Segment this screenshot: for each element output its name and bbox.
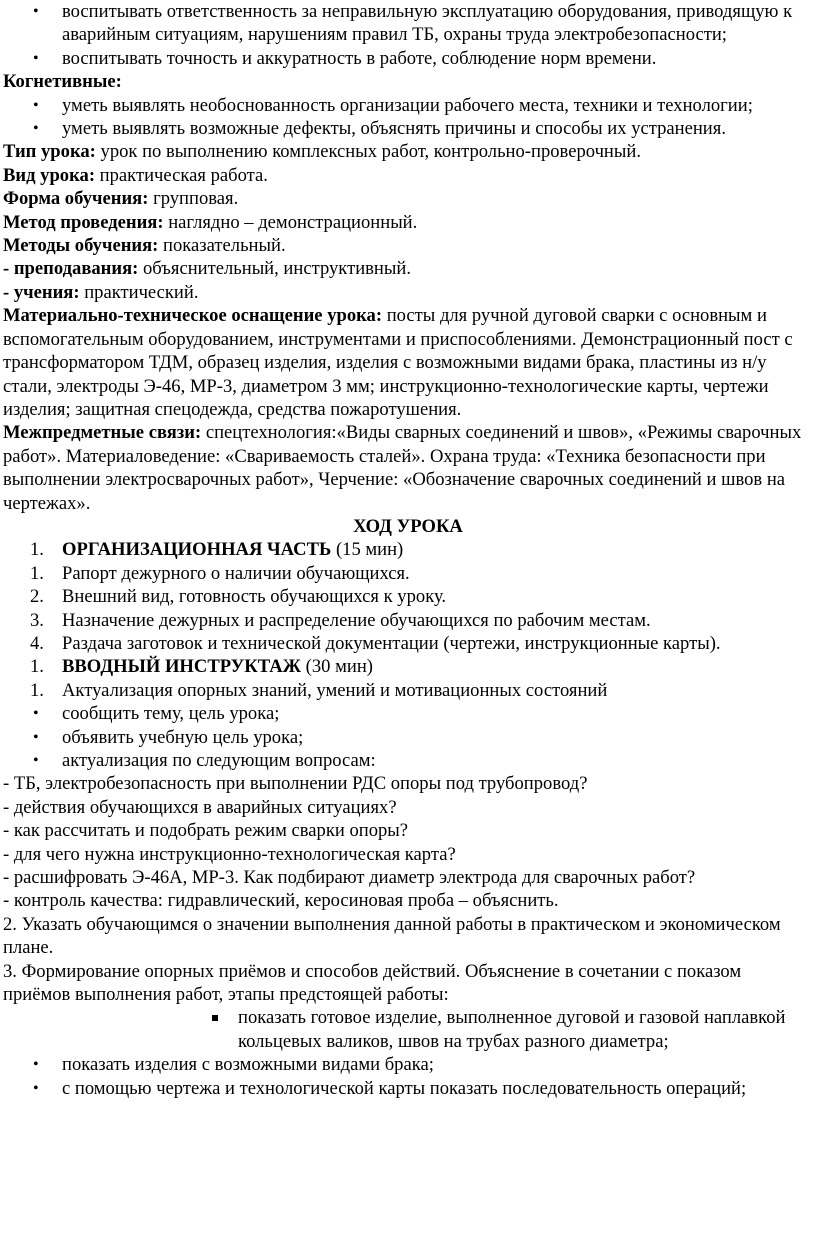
section-heading xyxy=(0,655,816,678)
item-text: Внешний вид, готовность обучающихся к уроку. xyxy=(62,586,447,608)
field-value: объяснительный, инструктивный. xyxy=(138,258,411,280)
item-text: Раздача заготовок и технической документации (чертежи, инструкционные карты). xyxy=(62,632,721,654)
field-value: групповая. xyxy=(148,188,239,210)
field-learning xyxy=(0,281,816,304)
field-lesson-kind xyxy=(0,164,816,187)
field-value: наглядно – демонстрационный. xyxy=(163,211,418,233)
item-number: 3. xyxy=(30,609,44,631)
cognitive-heading: Когнетивные: xyxy=(3,71,122,93)
bullet-item: • воспитывать ответственность за неправильную эксплуатацию оборудования, приводящую к аварийным ситуациям, нарушениям правил ТБ, охраны труда электробезопасности; xyxy=(0,0,816,47)
section-heading xyxy=(0,538,816,561)
field-label: Межпредметные связи: xyxy=(3,422,202,444)
numbered-item xyxy=(0,609,816,632)
field-equipment xyxy=(0,304,816,421)
field-teaching xyxy=(0,257,816,280)
section-time: (15 мин) xyxy=(331,539,404,561)
section-number: 1. xyxy=(30,539,44,561)
section-number: 1. xyxy=(30,656,44,678)
bullet-item: • актуализация по следующим вопросам: xyxy=(0,749,816,772)
bullet-item: • объявить учебную цель урока; xyxy=(0,726,816,749)
square-bullet-item: показать готовое изделие, выполненное дуговой и газовой наплавкой кольцевых валиков, швов на трубах разного диаметра; xyxy=(0,1006,816,1053)
field-method xyxy=(0,211,816,234)
section-time: (30 мин) xyxy=(301,656,373,678)
numbered-item xyxy=(0,679,816,702)
field-label: Методы обучения: xyxy=(3,235,159,257)
item-number: 2. xyxy=(30,586,44,608)
field-label: Метод проведения: xyxy=(3,211,164,233)
field-value: спецтехнология:«Виды сварных соединений и швов», «Режимы сварочных работ». Материаловедение: «Свариваемость сталей». Охрана труда: «Техника безопасности при выполнении электросварочных работ», Черчение: «Обозначение сварочных соединений и швов на чертежах». xyxy=(3,422,802,514)
bullet-item: • с помощью чертежа и технологической карты показать последовательность операций; xyxy=(0,1077,816,1100)
item-text: Актуализация опорных знаний, умений и мотивационных состояний xyxy=(62,679,608,701)
field-teaching-methods xyxy=(0,234,816,257)
bullet-item: • воспитывать точность и аккуратность в работе, соблюдение норм времени. xyxy=(0,47,816,70)
lesson-heading: ХОД УРОКА xyxy=(353,515,463,537)
field-value: показательный. xyxy=(158,235,286,257)
section-title: ОРГАНИЗАЦИОННАЯ ЧАСТЬ xyxy=(62,539,332,561)
field-label: Тип урока: xyxy=(3,141,96,163)
question-item: - контроль качества: гидравлический, керосиновая проба – объяснить. xyxy=(3,890,559,912)
item-number: 1. xyxy=(30,679,44,701)
item-text: Рапорт дежурного о наличии обучающихся. xyxy=(62,562,410,584)
field-label: Форма обучения: xyxy=(3,188,149,210)
question-item: - действия обучающихся в аварийных ситуациях? xyxy=(3,796,397,818)
numbered-item xyxy=(0,632,816,655)
item-text: Назначение дежурных и распределение обучающихся по рабочим местам. xyxy=(62,609,651,631)
bullet-item: • уметь выявлять необоснованность организации рабочего места, техники и технологии; xyxy=(0,94,816,117)
bullet-item: • показать изделия с возможными видами брака; xyxy=(0,1053,816,1076)
field-value: урок по выполнению комплексных работ, контрольно-проверочный. xyxy=(95,141,641,163)
item-number: 4. xyxy=(30,632,44,654)
field-learning-form xyxy=(0,187,816,210)
field-value: посты для ручной дуговой сварки с основным и вспомогательным оборудованием, инструментами и приспособлениями. Демонстрационный пост с трансформатором ТДМ, образец изделия, изделия с возможными видами брака, пластины из н/у стали, электроды Э-46, МР-3, диаметром 3 мм; инструкционно-технологические карты, чертежи изделия; защитная спецодежда, средства пожаротушения. xyxy=(3,305,793,420)
question-item: - расшифровать Э-46А, МР-3. Как подбирают диаметр электрода для сварочных работ? xyxy=(3,867,696,889)
field-value: практический. xyxy=(79,281,199,303)
question-item: - как рассчитать и подобрать режим сварки опоры? xyxy=(3,820,409,842)
field-label: - преподавания: xyxy=(3,258,139,280)
field-interdisciplinary xyxy=(0,421,816,515)
paragraph: 2. Указать обучающимся о значении выполнения данной работы в практическом и экономическом плане. xyxy=(3,913,781,959)
question-item: - ТБ, электробезопасность при выполнении РДС опоры под трубопровод? xyxy=(3,773,588,795)
field-value: практическая работа. xyxy=(95,164,268,186)
item-number: 1. xyxy=(30,562,44,584)
field-label: Материально-техническое оснащение урока: xyxy=(3,305,383,327)
field-label: Вид урока: xyxy=(3,164,96,186)
numbered-item xyxy=(0,585,816,608)
field-label: - учения: xyxy=(3,281,80,303)
bullet-item: • сообщить тему, цель урока; xyxy=(0,702,816,725)
numbered-item xyxy=(0,562,816,585)
section-title: ВВОДНЫЙ ИНСТРУКТАЖ xyxy=(62,656,302,678)
question-item: - для чего нужна инструкционно-технологическая карта? xyxy=(3,843,456,865)
paragraph: 3. Формирование опорных приёмов и способов действий. Объяснение в сочетании с показом приёмов выполнения работ, этапы предстоящей работы: xyxy=(3,960,742,1006)
field-lesson-type xyxy=(0,140,816,163)
bullet-item: • уметь выявлять возможные дефекты, объяснять причины и способы их устранения. xyxy=(0,117,816,140)
